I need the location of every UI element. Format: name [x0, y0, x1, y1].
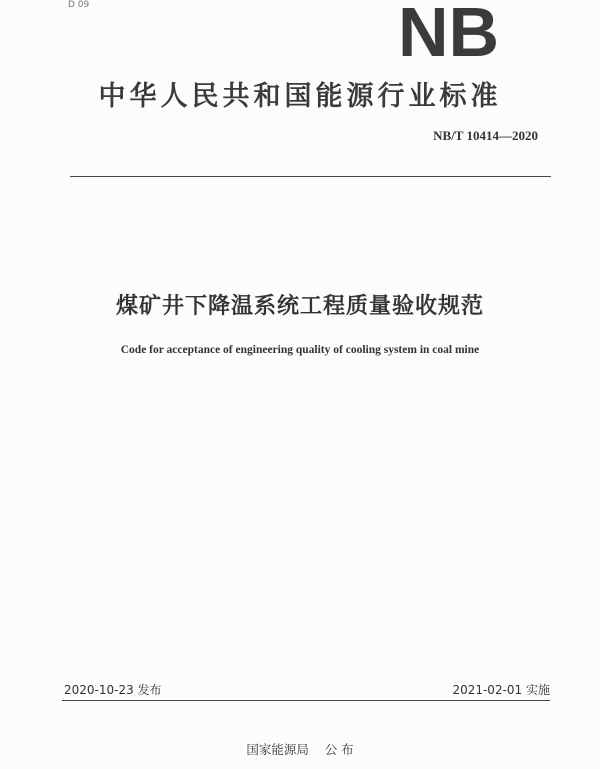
standard-category: 中华人民共和国能源行业标准: [98, 81, 502, 112]
document-title-english: Code for acceptance of engineering quality of cooling system in coal mine: [120, 344, 480, 356]
document-title-chinese: 煤矿井下降温系统工程质量验收规范: [115, 294, 484, 319]
ics-code: D 09: [68, 0, 90, 10]
footer-divider: [62, 700, 550, 701]
standard-number: NB/T 10414—2020: [433, 128, 538, 143]
header-divider: [70, 176, 551, 177]
publisher: 国家能源局 公 布: [246, 742, 354, 757]
nb-logo: [398, 0, 520, 62]
nb-logo-text: NB: [398, 0, 500, 62]
implementation-date: 2021-02-01 实施: [452, 683, 550, 697]
issue-date: 2020-10-23 发布: [64, 683, 162, 697]
